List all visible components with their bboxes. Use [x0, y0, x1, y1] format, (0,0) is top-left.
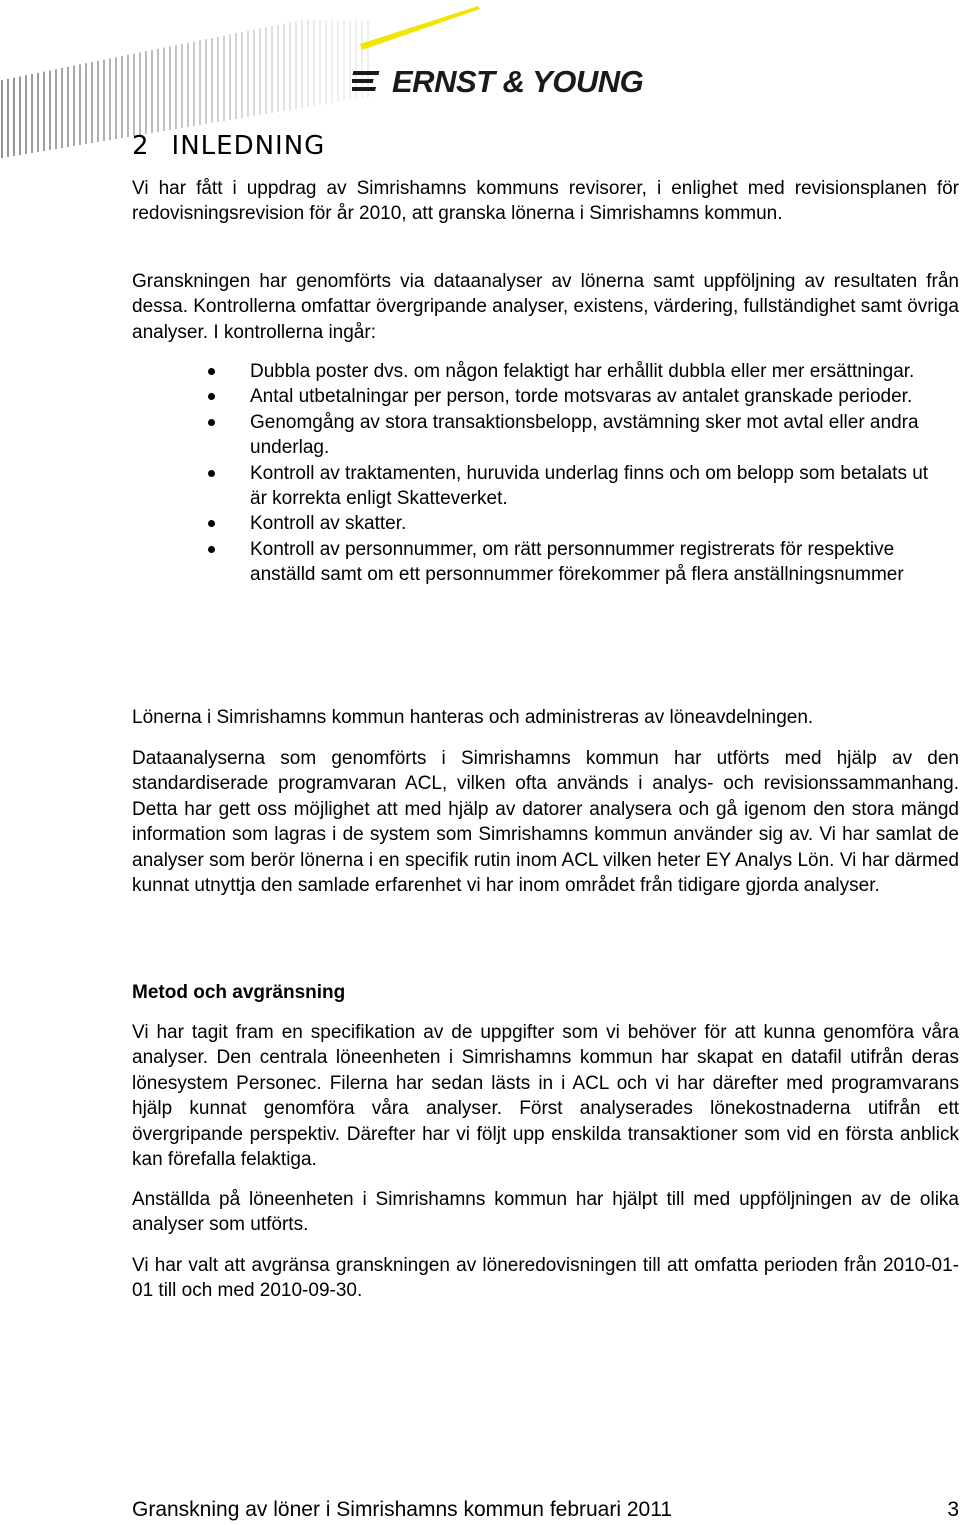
page-number: 3: [947, 1498, 959, 1521]
list-item-text: Antal utbetalningar per person, torde motsvaras av antalet granskade perioder.: [250, 386, 913, 408]
footer-text: Granskning av löner i Simrishamns kommun februari 2011: [132, 1498, 673, 1521]
list-item: [208, 359, 948, 384]
period-paragraph: Vi har valt att avgränsa granskningen av löneredovisningen till att omfatta perioden från 2010-01-01 till och med 2010-09-30.: [132, 1255, 959, 1302]
list-item-text: Dubbla poster dvs. om någon felaktigt har erhållit dubbla eller mer ersättningar.: [250, 361, 915, 382]
method-paragraph: Vi har tagit fram en specifikation av de uppgifter som vi behöver för att kunna genomföra våra analyser. Den centrala löneenheten i Simrishamns kommun har skapat en datafil utifrån deras lönesystem Personec. Filerna har sedan lästs in i ACL och vi har därefter med programvarans hjälp kunnat genomföra våra analyser. Först analyserades lönekostnaderna utifrån ett övergripande perspektiv. Därefter har vi följt upp enskilda transaktioner som vid en första anblick kan förefalla felaktiga.: [132, 1022, 959, 1171]
yellow-beam-shape: [360, 6, 480, 50]
controls-list: [208, 359, 948, 588]
bullet-icon: [208, 419, 215, 426]
method-heading: Metod och avgränsning: [132, 982, 346, 1003]
staff-paragraph: Anställda på löneenheten i Simrishamns kommun har hjälpt till med uppföljningen av de olika analyser som utförts.: [132, 1189, 959, 1236]
intro-paragraph: Vi har fått i uppdrag av Simrishamns kommuns revisorer, i enlighet med revisionsplanen för redovisningsrevision för år 2010, att granska lönerna i Simrishamns kommun.: [132, 178, 959, 225]
list-item: [208, 537, 948, 588]
bullet-icon: [208, 470, 215, 477]
bullet-icon: [208, 546, 215, 553]
ernst-young-logo: [352, 62, 643, 102]
list-item: [208, 511, 948, 536]
list-item-text: Kontroll av traktamenten, huruvida underlag finns och om belopp som betalats ut är korrekta enligt Skatteverket.: [250, 462, 929, 510]
section-title: INLEDNING: [171, 131, 326, 161]
list-item-text: Kontroll av skatter.: [250, 513, 407, 535]
data-analysis-paragraph: Dataanalyserna som genomförts i Simrishamns kommun har utförts med hjälp av den standardiserade programvaran ACL, vilken ofta används i analys- och revisionssammanhang. Detta har gett oss möjlighet att med hjälp av datorer analysera och gå igenom den stora mängd information som lagras i de system som Simrishamns kommun använder sig av. Vi har samlat de analyser som berör lönerna i en specifik rutin inom ACL vilken heter EY Analys Lön. Vi har därmed kunnat utnyttja den samlade erfarenhet vi har inom området från tidigare gjorda analyser.: [132, 748, 959, 897]
logo-wordmark: ERNST & YOUNG: [392, 64, 644, 99]
payroll-paragraph: Lönerna i Simrishamns kommun hanteras och administreras av löneavdelningen.: [132, 707, 814, 728]
section-number: 2: [132, 131, 150, 161]
list-item: [208, 461, 948, 512]
section-heading: [132, 131, 325, 161]
bullet-icon: [208, 520, 215, 527]
bullet-icon: [208, 393, 215, 400]
scope-paragraph: Granskningen har genomförts via dataanalyser av lönerna samt uppföljning av resultaten från dessa. Kontrollerna omfattar övergripande analyser, existens, värdering, fullständighet samt övriga analyser. I kontrollerna ingår:: [132, 271, 959, 343]
list-item: [208, 410, 948, 461]
bullet-icon: [208, 368, 215, 375]
ey-logo-mark-icon: [352, 68, 388, 96]
page-footer: [132, 1497, 959, 1523]
list-item-text: Genomgång av stora transaktionsbelopp, avstämning sker mot avtal eller andra underlag.: [250, 411, 919, 459]
list-item-text: Kontroll av personnummer, om rätt personnummer registrerats för respektive anställd samt om ett personnummer förekommer på flera anställningsnummer: [250, 538, 904, 586]
list-item: [208, 384, 948, 409]
